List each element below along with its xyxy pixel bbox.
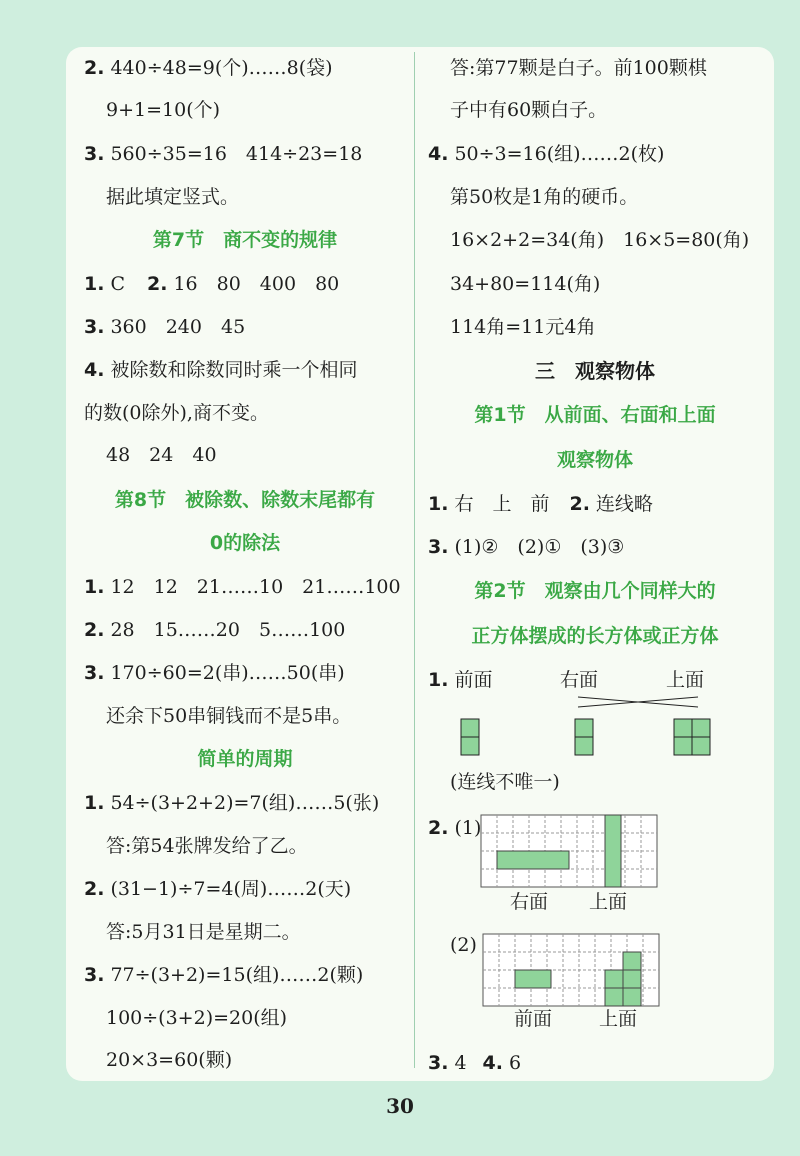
view-figures	[428, 687, 728, 757]
section-title: 0的除法	[209, 532, 281, 554]
grid-question: (2)	[450, 934, 477, 956]
answer-line: 2. (31−1)÷7=4(周)……2(天)	[84, 878, 352, 900]
answer-line: 100÷(3+2)=20(组)	[106, 1007, 288, 1029]
page-number: 30	[386, 1094, 414, 1118]
answer-line: 20×3=60(颗)	[106, 1049, 233, 1071]
grid-question: 2. (1)	[428, 817, 482, 839]
top-view-shape	[605, 815, 621, 887]
answer-line: 34+80=114(角)	[450, 273, 601, 295]
top-view-square	[674, 737, 692, 755]
answer-line: 9+1=10(个)	[106, 99, 221, 121]
top-view-label: 上面	[666, 669, 705, 691]
right-view-shape	[497, 851, 569, 869]
answer-note: (连线不唯一)	[450, 771, 560, 793]
section-title: 第1节 从前面、右面和上面	[474, 404, 716, 426]
unit-title: 三 观察物体	[535, 359, 655, 383]
grid-label: 右面	[510, 891, 549, 913]
answer-line: 4. 50÷3=16(组)……2(枚)	[428, 143, 665, 165]
answer-line: 4. 被除数和除数同时乘一个相同	[84, 359, 358, 381]
answer-line: 3. 4 4. 6	[428, 1052, 522, 1074]
answer-line: 答:第54张牌发给了乙。	[106, 835, 308, 857]
top-view-square	[674, 719, 692, 737]
answer-line: 2. 440÷48=9(个)……8(袋)	[84, 57, 333, 79]
section-title: 第2节 观察由几个同样大的	[474, 580, 716, 602]
answer-line: 子中有60颗白子。	[450, 99, 608, 121]
answer-line: 2. 28 15……20 5……100	[84, 619, 346, 641]
answer-line: 的数(0除外),商不变。	[84, 402, 269, 424]
front-view-square	[461, 719, 479, 737]
right-view-label: 右面	[560, 669, 599, 691]
grid-label: 前面	[514, 1008, 553, 1030]
answer-line: 1. 12 12 21……10 21……100	[84, 576, 401, 598]
top-view-square	[692, 719, 710, 737]
answer-line: 3. 360 240 45	[84, 316, 246, 338]
section-title: 第7节 商不变的规律	[152, 229, 338, 251]
answer-line: 3. (1)② (2)① (3)③	[428, 536, 625, 558]
answer-line: 答:5月31日是星期二。	[106, 921, 301, 943]
column-divider	[414, 52, 415, 1068]
answer-line: 1. 右 上 前 2. 连线略	[428, 493, 653, 515]
answer-line: 1. C 2. 16 80 400 80	[84, 273, 340, 295]
section-title: 正方体摆成的长方体或正方体	[471, 625, 719, 647]
section-title: 第8节 被除数、除数末尾都有	[114, 489, 376, 511]
right-view-square	[575, 719, 593, 737]
right-view-square	[575, 737, 593, 755]
answer-line: 114角=11元4角	[450, 316, 596, 338]
front-view-shape	[515, 970, 551, 988]
answer-line: 1. 54÷(3+2+2)=7(组)……5(张)	[84, 792, 380, 814]
answer-line: 48 24 40	[106, 444, 217, 466]
answer-line: 16×2+2=34(角) 16×5=80(角)	[450, 229, 750, 251]
grid-figure-1	[481, 815, 657, 887]
answer-line: 3. 170÷60=2(串)……50(串)	[84, 662, 345, 684]
answer-line: 3. 77÷(3+2)=15(组)……2(颗)	[84, 964, 364, 986]
grid-label: 上面	[599, 1008, 638, 1030]
answer-line: 据此填定竖式。	[106, 186, 240, 208]
section-title: 观察物体	[556, 449, 633, 471]
answer-line: 3. 560÷35=16 414÷23=18	[84, 143, 363, 165]
section-title: 简单的周期	[197, 748, 293, 770]
view-question: 1. 前面	[428, 669, 493, 691]
answer-line: 还余下50串铜钱而不是5串。	[106, 705, 352, 727]
top-view-square	[692, 737, 710, 755]
answer-line: 答:第77颗是白子。前100颗棋	[450, 57, 707, 79]
grid-figure-2	[483, 934, 659, 1006]
front-view-square	[461, 737, 479, 755]
answer-line: 第50枚是1角的硬币。	[450, 186, 639, 208]
grid-label: 上面	[589, 891, 628, 913]
